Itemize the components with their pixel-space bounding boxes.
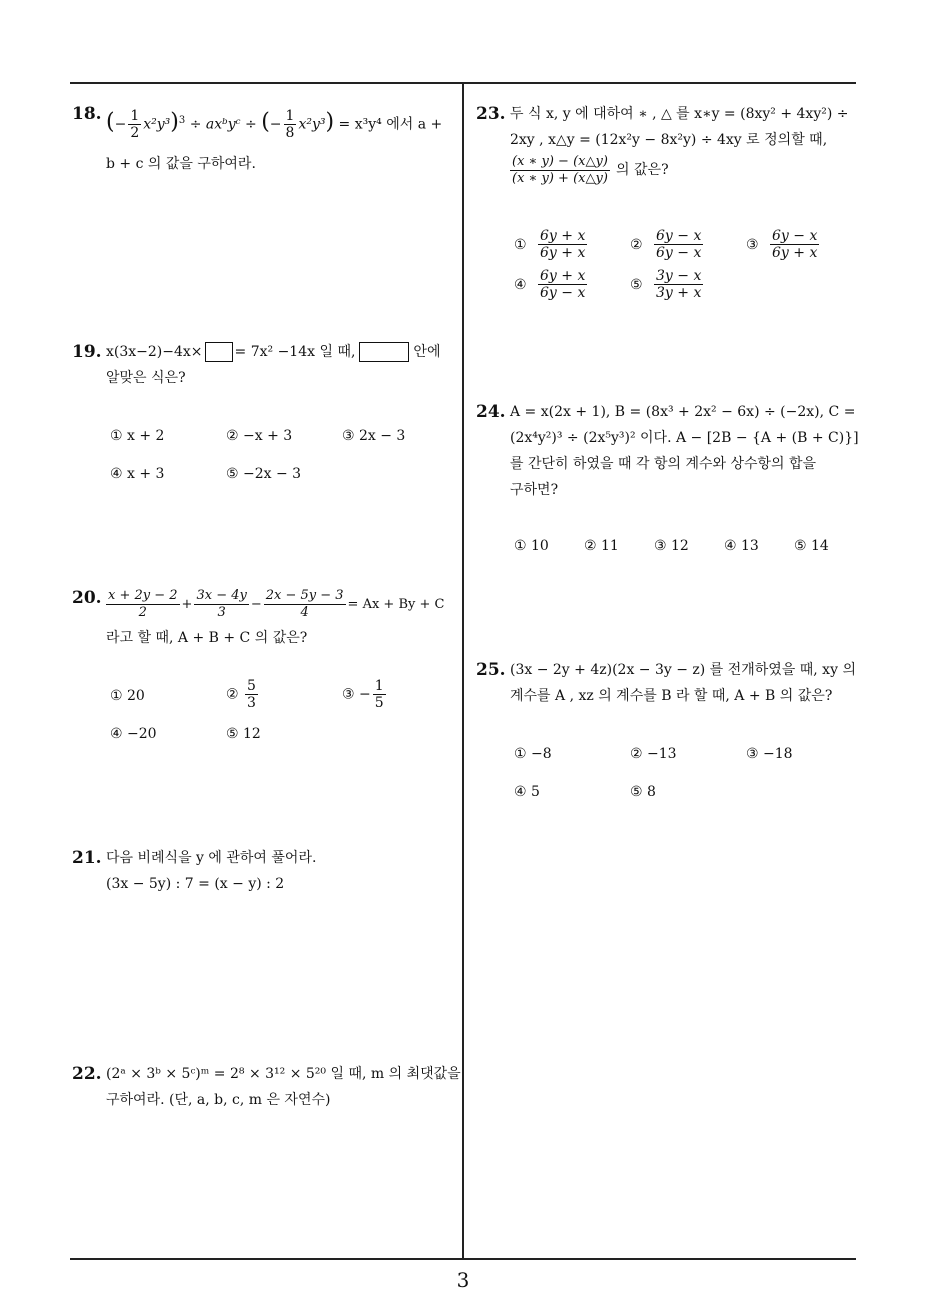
question-21: [72, 846, 457, 906]
question-24: [476, 400, 861, 570]
question-text: 의 값은?: [616, 162, 669, 178]
question-number: 21.: [72, 848, 102, 868]
question-22: [72, 1062, 461, 1122]
option-label: ②: [226, 686, 239, 703]
option-mark: ①: [514, 236, 527, 253]
option-4[interactable]: ④ x + 3: [110, 466, 165, 482]
option-mark: ④: [514, 276, 527, 293]
option-mark: ②: [630, 236, 643, 253]
question-number: 18.: [72, 104, 102, 124]
option-3[interactable]: ③ 12: [654, 538, 689, 554]
question-line: 라고 할 때, A + B + C 의 값은?: [106, 630, 308, 646]
fraction: $\frac{6y + x}{6y + x}$: [540, 228, 586, 261]
blank-box: [359, 342, 409, 362]
question-number: 23.: [476, 104, 506, 124]
column-divider: [462, 82, 464, 1260]
question-line: b + c 의 값을 구하여라.: [106, 156, 256, 172]
option-label: ③ −: [342, 686, 371, 703]
exponent: 3: [178, 114, 186, 126]
option-2[interactable]: [630, 228, 705, 261]
question-line: (3x − 5y) : 7 = (x − y) : 2: [106, 876, 285, 892]
question-text: 안에: [413, 344, 441, 360]
question-number: 22.: [72, 1064, 102, 1084]
question-line: 계수를 A , xz 의 계수를 B 라 할 때, A + B 의 값은?: [510, 688, 833, 704]
question-line: [508, 154, 669, 187]
paren-open: (: [261, 109, 270, 135]
question-line: (2ᵃ × 3ᵇ × 5ᶜ)ᵐ = 2⁸ × 3¹² × 5²⁰ 일 때, m 의 최댓값을: [106, 1066, 461, 1082]
question-line: (− $\frac{1}{2}$ x²y³)$^3$ ÷ axᵇyᶜ ÷ (− $\frac{1}{8}$ x²y³) = x³y⁴ 에서 a +: [106, 108, 443, 141]
option-1[interactable]: ① x + 2: [110, 428, 165, 444]
page-number: 3: [456, 1268, 470, 1292]
fraction: $\frac{6y + x}{6y - x}$: [540, 268, 586, 301]
question-line: A = x(2x + 1), B = (8x³ + 2x² − 6x) ÷ (−2x), C =: [510, 404, 856, 420]
math-term: x²y³: [298, 116, 326, 133]
option-2[interactable]: [226, 678, 260, 711]
fraction: $\frac{1}{8}$: [285, 108, 295, 141]
question-20: [72, 586, 457, 756]
option-4[interactable]: [514, 268, 589, 301]
question-number: 20.: [72, 588, 102, 608]
option-mark: ⑤: [630, 276, 643, 293]
fraction: $\frac{3y - x}{3y + x}$: [656, 268, 702, 301]
option-2[interactable]: ② −x + 3: [226, 428, 293, 444]
option-3[interactable]: [342, 678, 388, 711]
option-5[interactable]: ⑤ 14: [794, 538, 829, 554]
fraction: $\frac{1}{5}$: [374, 678, 384, 711]
option-mark: ③: [746, 236, 759, 253]
question-25: [476, 658, 861, 808]
question-line: 2xy , x△y = (12x²y − 8x²y) ÷ 4xy 로 정의할 때,: [510, 132, 828, 148]
question-19: [72, 340, 457, 490]
question-number: 25.: [476, 660, 506, 680]
fraction: $\frac{2x - 5y - 3}{4}$: [265, 588, 344, 620]
fraction: $\frac{1}{2}$: [130, 108, 140, 141]
question-number: 19.: [72, 342, 102, 362]
question-23: [476, 102, 861, 312]
question-text: = x³y⁴ 에서 a +: [338, 116, 443, 133]
question-line: 를 간단히 하였을 때 각 항의 계수와 상수항의 합을: [510, 456, 817, 472]
option-4[interactable]: ④ −20: [110, 726, 157, 742]
question-line: (3x − 2y + 4z)(2x − 3y − z) 를 전개하였을 때, xy 의: [510, 662, 856, 678]
fraction: $\frac{3x - 4y}{3}$: [196, 588, 247, 620]
option-5[interactable]: ⑤ −2x − 3: [226, 466, 302, 482]
question-line: 다음 비례식을 y 에 관하여 풀어라.: [106, 850, 317, 866]
option-1[interactable]: ① −8: [514, 746, 552, 762]
option-5[interactable]: ⑤ 12: [226, 726, 261, 742]
question-number: 24.: [476, 402, 506, 422]
option-2[interactable]: ② 11: [584, 538, 619, 554]
option-3[interactable]: ③ −18: [746, 746, 793, 762]
question-text: = 7x² −14x 일 때,: [234, 344, 356, 360]
question-18: [72, 102, 457, 182]
question-line: 구하면?: [510, 482, 559, 498]
bottom-rule: [70, 1258, 856, 1260]
fraction: $\frac{6y - x}{6y - x}$: [656, 228, 702, 261]
option-1[interactable]: ① 20: [110, 688, 145, 704]
math-term: ÷ axᵇyᶜ ÷: [189, 116, 257, 133]
fraction: $\frac{x + 2y - 2}{2}$: [108, 588, 178, 620]
paren-close: ): [325, 109, 335, 135]
option-4[interactable]: ④ 5: [514, 784, 540, 800]
paren-close: ): [170, 109, 179, 135]
question-line: (2x⁴y²)³ ÷ (2x⁵y³)² 이다. A − [2B − {A + (B + C)}]: [510, 430, 859, 446]
fraction: $\frac{(x ∗ y) - (x\triangle y)}{(x ∗ y) + (x\triangle y)}$: [512, 154, 608, 186]
option-4[interactable]: ④ 13: [724, 538, 759, 554]
question-line: 알맞은 식은?: [106, 370, 186, 386]
blank-box: [205, 342, 233, 362]
question-line: 구하여라. (단, a, b, c, m 은 자연수): [106, 1092, 331, 1108]
question-line: $\frac{x + 2y - 2}{2}$ + $\frac{3x - 4y}{3}$ − $\frac{2x - 5y - 3}{4}$ = Ax + By + C: [108, 588, 445, 620]
option-5[interactable]: ⑤ 8: [630, 784, 656, 800]
option-1[interactable]: [514, 228, 589, 261]
fraction: $\frac{6y - x}{6y + x}$: [772, 228, 818, 261]
question-text: = Ax + By + C: [347, 597, 445, 612]
option-2[interactable]: ② −13: [630, 746, 677, 762]
fraction: $\frac{5}{3}$: [247, 678, 256, 711]
option-3[interactable]: [746, 228, 821, 261]
option-3[interactable]: ③ 2x − 3: [342, 428, 406, 444]
paren-open: (: [106, 109, 115, 135]
question-text: x(3x−2)−4x×: [106, 344, 203, 360]
question-line: [106, 340, 440, 364]
math-term: x²y³: [143, 116, 171, 133]
option-1[interactable]: ① 10: [514, 538, 549, 554]
option-5[interactable]: [630, 268, 705, 301]
question-line: 두 식 x, y 에 대하여 ∗ , △ 를 x∗y = (8xy² + 4xy²) ÷: [510, 106, 849, 122]
